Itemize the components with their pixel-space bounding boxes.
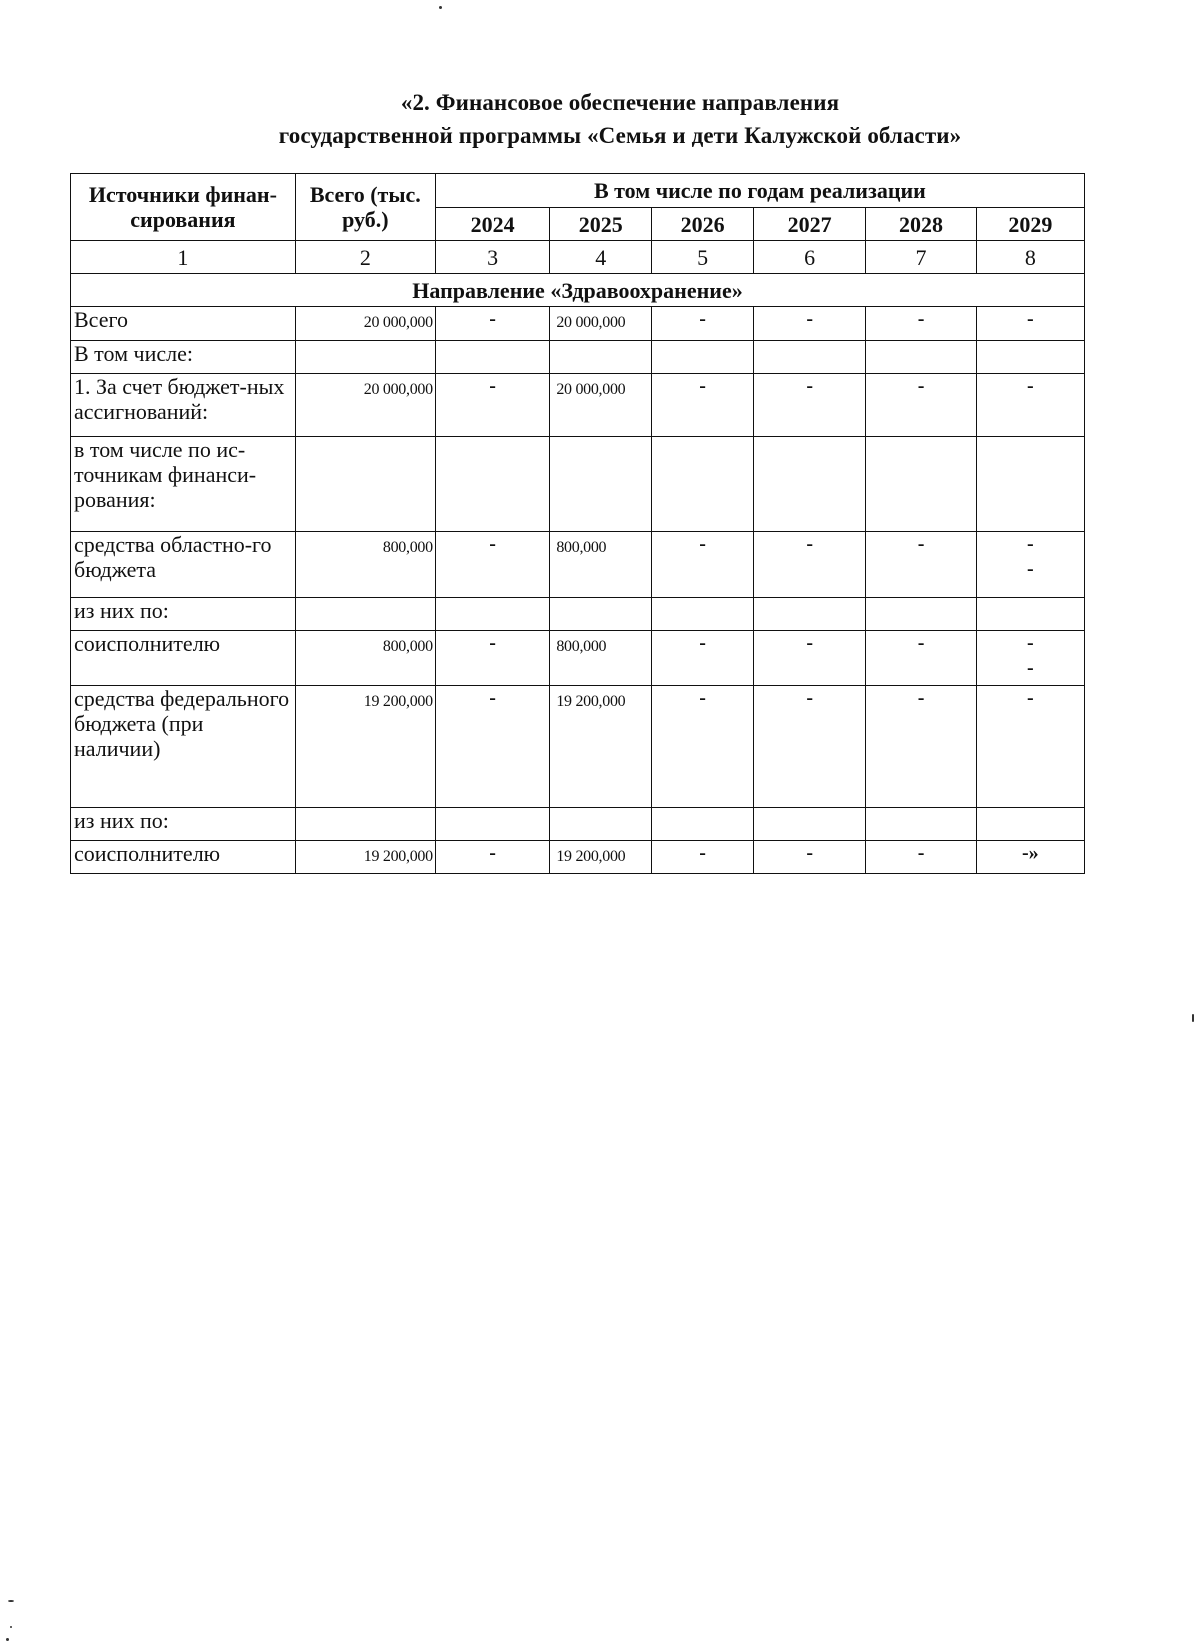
cell-year: - xyxy=(976,374,1084,437)
cell-year: - xyxy=(866,841,976,874)
header-row-1 xyxy=(71,174,1085,208)
cell-year xyxy=(753,598,865,631)
cell-year xyxy=(976,808,1084,841)
row-label: 1. За счет бюджет-ных ассигнований: xyxy=(71,374,296,437)
header-year-2026: 2026 xyxy=(652,208,754,241)
header-year-2028: 2028 xyxy=(866,208,976,241)
table-row xyxy=(71,686,1085,808)
cell-year: 20 000,000 xyxy=(550,307,652,341)
title-line-2: государственной программы «Семья и дети Калужской области» xyxy=(278,123,962,148)
cell-year: - xyxy=(753,686,865,808)
table-body xyxy=(71,307,1085,874)
cell-year: - xyxy=(435,307,550,341)
cell-year: - xyxy=(753,374,865,437)
cell-year: 800,000 xyxy=(550,532,652,598)
cell-year: - xyxy=(866,374,976,437)
table-row xyxy=(71,307,1085,341)
cell-total: 19 200,000 xyxy=(295,686,435,808)
scan-speck xyxy=(6,1638,9,1641)
row-label: из них по: xyxy=(71,808,296,841)
cell-year: - xyxy=(652,841,754,874)
cell-year xyxy=(652,437,754,532)
cell-year xyxy=(753,437,865,532)
row-label: средства федерального бюджета (при наличии) xyxy=(71,686,296,808)
header-year-2027: 2027 xyxy=(753,208,865,241)
financing-table xyxy=(70,173,1085,874)
cell-year: 19 200,000 xyxy=(550,841,652,874)
cell-year xyxy=(652,341,754,374)
column-number: 8 xyxy=(976,241,1084,274)
cell-year xyxy=(976,598,1084,631)
cell-year: - xyxy=(866,532,976,598)
cell-year xyxy=(550,341,652,374)
cell-total: 20 000,000 xyxy=(295,307,435,341)
cell-year: - xyxy=(652,532,754,598)
cell-year xyxy=(435,598,550,631)
column-number: 7 xyxy=(866,241,976,274)
cell-year xyxy=(550,808,652,841)
cell-year: - xyxy=(753,631,865,686)
cell-year: - xyxy=(866,686,976,808)
cell-year xyxy=(652,598,754,631)
table-row xyxy=(71,374,1085,437)
cell-year xyxy=(866,341,976,374)
cell-year: - xyxy=(866,307,976,341)
cell-total xyxy=(295,437,435,532)
cell-year xyxy=(866,808,976,841)
cell-year: - xyxy=(435,374,550,437)
column-number: 4 xyxy=(550,241,652,274)
cell-year xyxy=(866,598,976,631)
cell-year xyxy=(435,808,550,841)
section-row xyxy=(71,274,1085,307)
column-number: 2 xyxy=(295,241,435,274)
document-title xyxy=(180,86,1060,152)
row-label: в том числе по ис-точникам финанси-рования: xyxy=(71,437,296,532)
cell-year xyxy=(976,341,1084,374)
cell-year xyxy=(550,598,652,631)
cell-year xyxy=(550,437,652,532)
cell-year: - xyxy=(652,686,754,808)
column-number: 1 xyxy=(71,241,296,274)
table-row xyxy=(71,598,1085,631)
cell-year: - xyxy=(976,307,1084,341)
column-number: 3 xyxy=(435,241,550,274)
scan-speck xyxy=(439,6,442,9)
cell-year: - xyxy=(435,686,550,808)
cell-year: - xyxy=(866,631,976,686)
row-label: из них по: xyxy=(71,598,296,631)
cell-year: 19 200,000 xyxy=(550,686,652,808)
column-number-row xyxy=(71,241,1085,274)
cell-year: - - xyxy=(976,532,1084,598)
cell-year xyxy=(866,437,976,532)
cell-total: 800,000 xyxy=(295,532,435,598)
scan-speck xyxy=(10,1626,12,1628)
header-total: Всего (тыс. руб.) xyxy=(295,174,435,241)
table-row xyxy=(71,808,1085,841)
scan-speck xyxy=(1192,1014,1194,1022)
cell-total xyxy=(295,598,435,631)
cell-year xyxy=(753,341,865,374)
cell-total: 19 200,000 xyxy=(295,841,435,874)
title-line-1: «2. Финансовое обеспечение направления xyxy=(400,90,840,115)
cell-year: - xyxy=(753,307,865,341)
cell-year: - xyxy=(753,532,865,598)
cell-year: - xyxy=(435,532,550,598)
row-label: Всего xyxy=(71,307,296,341)
cell-year xyxy=(435,341,550,374)
column-number: 6 xyxy=(753,241,865,274)
cell-year: 20 000,000 xyxy=(550,374,652,437)
cell-year: -» xyxy=(976,841,1084,874)
column-number: 5 xyxy=(652,241,754,274)
scan-speck xyxy=(8,1600,14,1602)
table-row xyxy=(71,631,1085,686)
cell-year: - xyxy=(435,841,550,874)
cell-total: 800,000 xyxy=(295,631,435,686)
cell-year xyxy=(435,437,550,532)
cell-total: 20 000,000 xyxy=(295,374,435,437)
section-title: Направление «Здравоохранение» xyxy=(71,274,1085,307)
table-row xyxy=(71,841,1085,874)
cell-year: - - xyxy=(976,631,1084,686)
table-row xyxy=(71,532,1085,598)
table-row xyxy=(71,341,1085,374)
table-row xyxy=(71,437,1085,532)
cell-year xyxy=(753,808,865,841)
cell-year: - xyxy=(435,631,550,686)
row-label: средства областно-го бюджета xyxy=(71,532,296,598)
header-source: Источники финан-сирования xyxy=(71,174,296,241)
cell-year: 800,000 xyxy=(550,631,652,686)
header-year-2024: 2024 xyxy=(435,208,550,241)
header-year-2025: 2025 xyxy=(550,208,652,241)
cell-year: - xyxy=(652,631,754,686)
cell-year: - xyxy=(976,686,1084,808)
cell-year: - xyxy=(753,841,865,874)
row-label: соисполнителю xyxy=(71,841,296,874)
cell-year: - xyxy=(652,307,754,341)
cell-total xyxy=(295,808,435,841)
header-year-2029: 2029 xyxy=(976,208,1084,241)
cell-total xyxy=(295,341,435,374)
cell-year xyxy=(652,808,754,841)
row-label: соисполнителю xyxy=(71,631,296,686)
cell-year xyxy=(976,437,1084,532)
cell-year: - xyxy=(652,374,754,437)
row-label: В том числе: xyxy=(71,341,296,374)
header-by-years: В том числе по годам реализации xyxy=(435,174,1084,208)
